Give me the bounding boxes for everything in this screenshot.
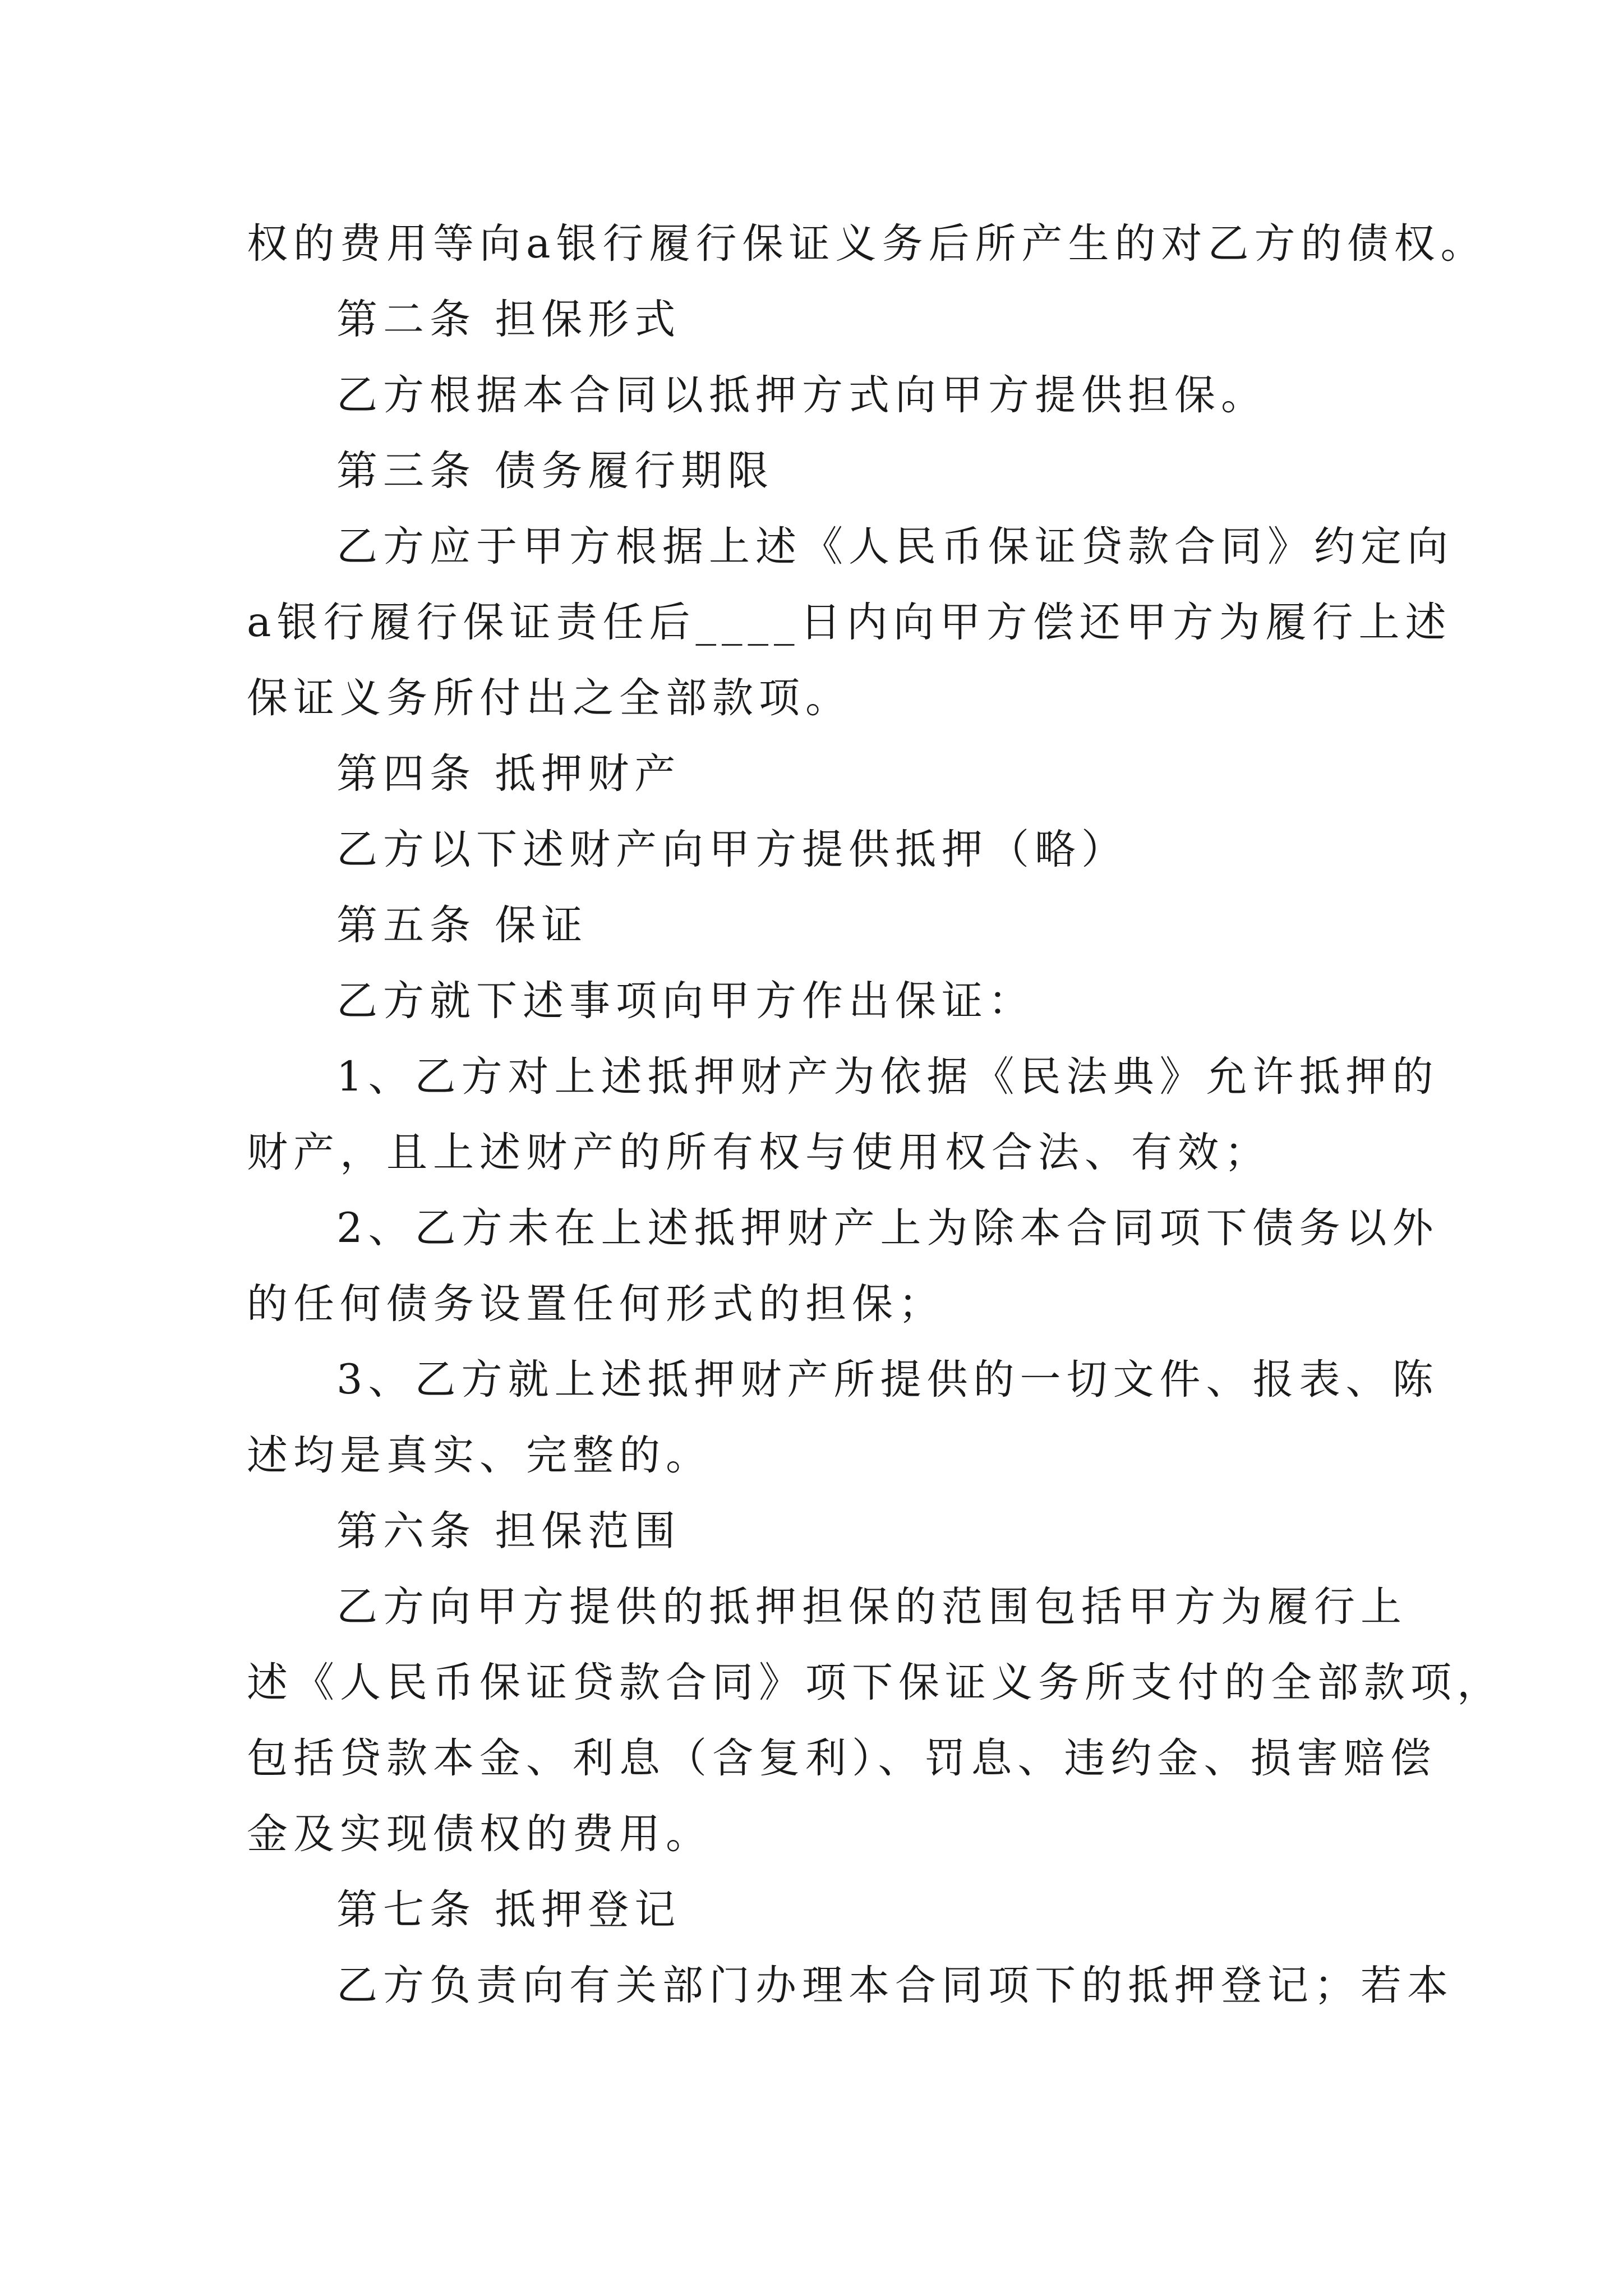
article-2-text: 乙方根据本合同以抵押方式向甲方提供担保。	[336, 371, 1267, 419]
article-5-item-3-line-1: 3、乙方就上述抵押财产所提供的一切文件、报表、陈	[336, 1356, 1439, 1404]
article-5-item-2-line-1: 2、乙方未在上述抵押财产上为除本合同项下债务以外	[336, 1204, 1439, 1252]
article-4-text: 乙方以下述财产向甲方提供抵押（略）	[336, 826, 1128, 873]
article-5-item-1-line-2: 财产，且上述财产的所有权与使用权合法、有效；	[247, 1129, 1271, 1176]
article-5-item-2-line-2: 的任何债务设置任何形式的担保；	[247, 1280, 945, 1328]
article-3-heading: 第三条 债务履行期限	[336, 447, 774, 495]
article-6-text-line-3: 包括贷款本金、利息（含复利）、罚息、违约金、损害赔偿	[247, 1734, 1437, 1782]
article-7-heading: 第七条 抵押登记	[336, 1886, 681, 1934]
article-3-text-line-2: a银行履行保证责任后____日内向甲方偿还甲方为履行上述	[247, 599, 1452, 646]
article-5-item-3-line-2: 述均是真实、完整的。	[247, 1432, 712, 1479]
article-3-text-line-1: 乙方应于甲方根据上述《人民币保证贷款合同》约定向	[336, 523, 1454, 570]
article-6-text-line-1: 乙方向甲方提供的抵押担保的范围包括甲方为履行上	[336, 1583, 1407, 1631]
article-6-text-line-2: 述《人民币保证贷款合同》项下保证义务所支付的全部款项，	[247, 1659, 1504, 1706]
article-6-text-line-4: 金及实现债权的费用。	[247, 1810, 712, 1858]
article-5-item-1-line-1: 1、乙方对上述抵押财产为依据《民法典》允许抵押的	[336, 1053, 1439, 1101]
article-2-heading: 第二条 担保形式	[336, 296, 681, 343]
article-5-intro: 乙方就下述事项向甲方作出保证：	[336, 977, 1035, 1025]
article-7-text-line-1: 乙方负责向有关部门办理本合同项下的抵押登记；若本	[336, 1962, 1454, 2009]
article-3-text-line-3: 保证义务所付出之全部款项。	[247, 674, 852, 722]
article-5-heading: 第五条 保证	[336, 901, 588, 949]
article-6-heading: 第六条 担保范围	[336, 1507, 681, 1555]
article-4-heading: 第四条 抵押财产	[336, 750, 681, 798]
paragraph-continuation: 权的费用等向a银行履行保证义务后所产生的对乙方的债权。	[247, 220, 1487, 268]
